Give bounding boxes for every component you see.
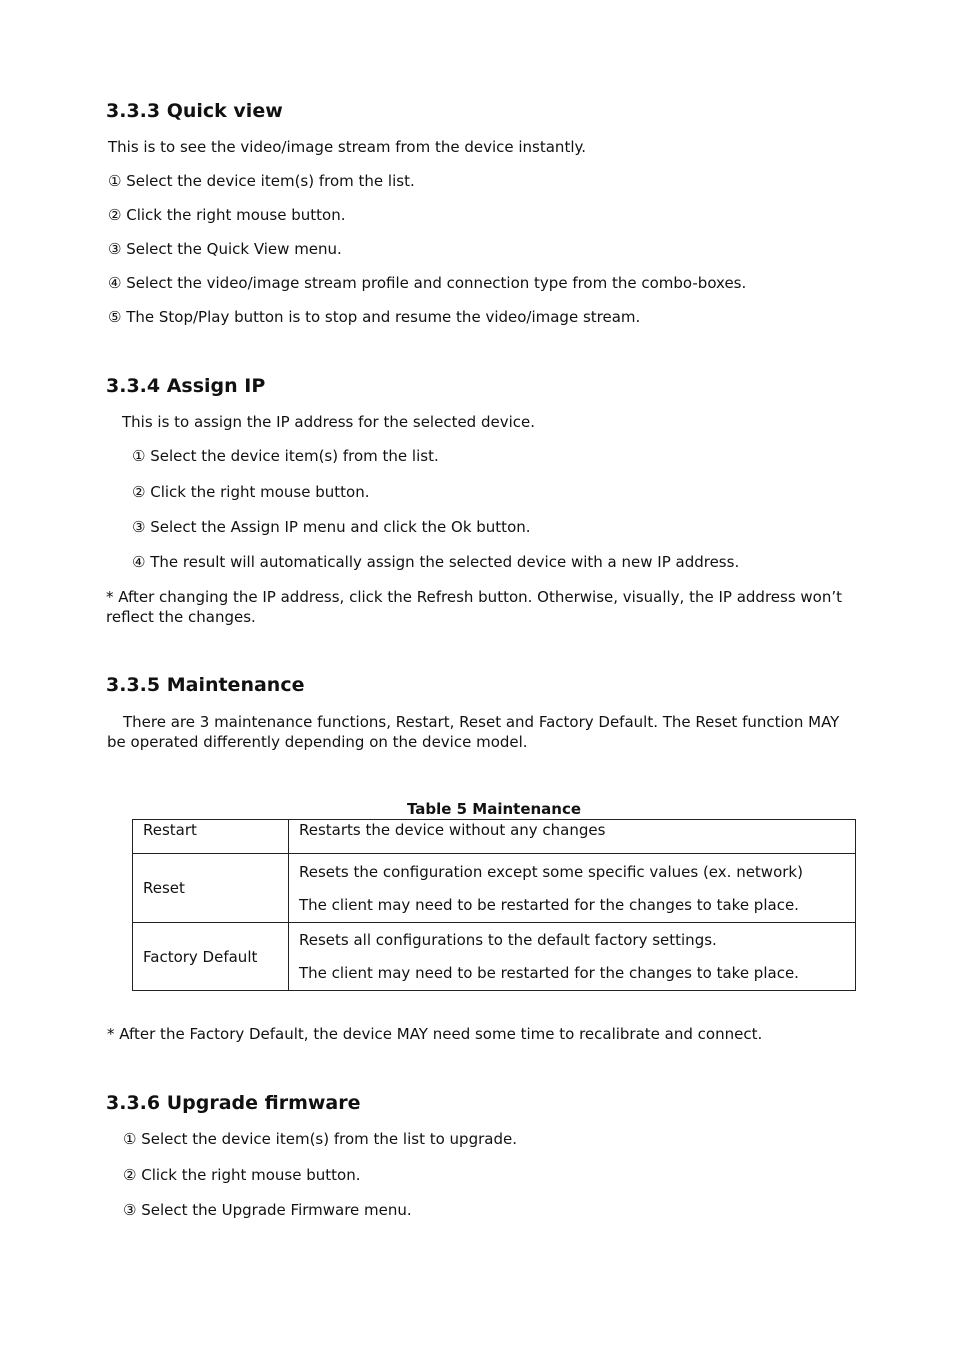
table-caption: Table 5 Maintenance (406, 800, 582, 818)
table-cell-description (289, 854, 856, 923)
section-heading-maintenance: 3.3.5 Maintenance (106, 674, 305, 696)
quick-view-step-5: ⑤ The Stop/Play button is to stop and resume the video/image stream. (108, 308, 641, 326)
quick-view-step-2: ② Click the right mouse button. (108, 206, 346, 224)
table-row (133, 923, 856, 991)
row-name-factory-default: Factory Default (143, 947, 258, 966)
table-cell-function (133, 854, 289, 923)
table-cell-description (289, 923, 856, 991)
maintenance-table (132, 819, 856, 991)
assign-ip-step-4: ④ The result will automatically assign the selected device with a new IP address. (132, 553, 740, 571)
row-desc-factory-default-2: The client may need to be restarted for the changes to take place. (299, 964, 799, 982)
assign-ip-note: * After changing the IP address, click the Refresh button. Otherwise, visually, the IP address won’t reflect the changes. (106, 588, 843, 626)
upgrade-step-2: ② Click the right mouse button. (123, 1166, 361, 1184)
row-desc-reset-2: The client may need to be restarted for the changes to take place. (299, 895, 799, 914)
table-row (133, 854, 856, 923)
assign-ip-intro: This is to assign the IP address for the selected device. (122, 413, 536, 431)
table-cell-function (133, 923, 289, 991)
row-name-restart: Restart (143, 821, 197, 839)
row-desc-factory-default-1: Resets all configurations to the default factory settings. (299, 931, 717, 949)
row-desc-restart: Restarts the device without any changes (299, 821, 606, 839)
table-row (133, 820, 856, 854)
section-heading-assign-ip: 3.3.4 Assign IP (106, 375, 266, 397)
table-cell-description (289, 820, 856, 854)
quick-view-intro: This is to see the video/image stream from the device instantly. (108, 138, 586, 156)
quick-view-step-3: ③ Select the Quick View menu. (108, 240, 342, 258)
section-heading-upgrade-firmware: 3.3.6 Upgrade firmware (106, 1092, 361, 1114)
row-desc-reset-1: Resets the configuration except some specific values (ex. network) (299, 862, 803, 881)
maintenance-intro: There are 3 maintenance functions, Restart, Reset and Factory Default. The Reset function MAY be operated differently depending on the device model. (107, 713, 840, 751)
upgrade-step-3: ③ Select the Upgrade Firmware menu. (123, 1201, 412, 1219)
upgrade-step-1: ① Select the device item(s) from the list to upgrade. (123, 1130, 517, 1148)
assign-ip-step-2: ② Click the right mouse button. (132, 483, 370, 501)
quick-view-step-4: ④ Select the video/image stream profile and connection type from the combo-boxes. (108, 274, 747, 292)
assign-ip-step-1: ① Select the device item(s) from the list. (132, 447, 439, 465)
row-name-reset: Reset (143, 879, 185, 897)
assign-ip-step-3: ③ Select the Assign IP menu and click the Ok button. (132, 518, 531, 536)
maintenance-note: * After the Factory Default, the device MAY need some time to recalibrate and connect. (107, 1025, 763, 1043)
section-heading-quick-view: 3.3.3 Quick view (106, 100, 283, 122)
quick-view-step-1: ① Select the device item(s) from the list. (108, 172, 415, 190)
table-cell-function (133, 820, 289, 854)
